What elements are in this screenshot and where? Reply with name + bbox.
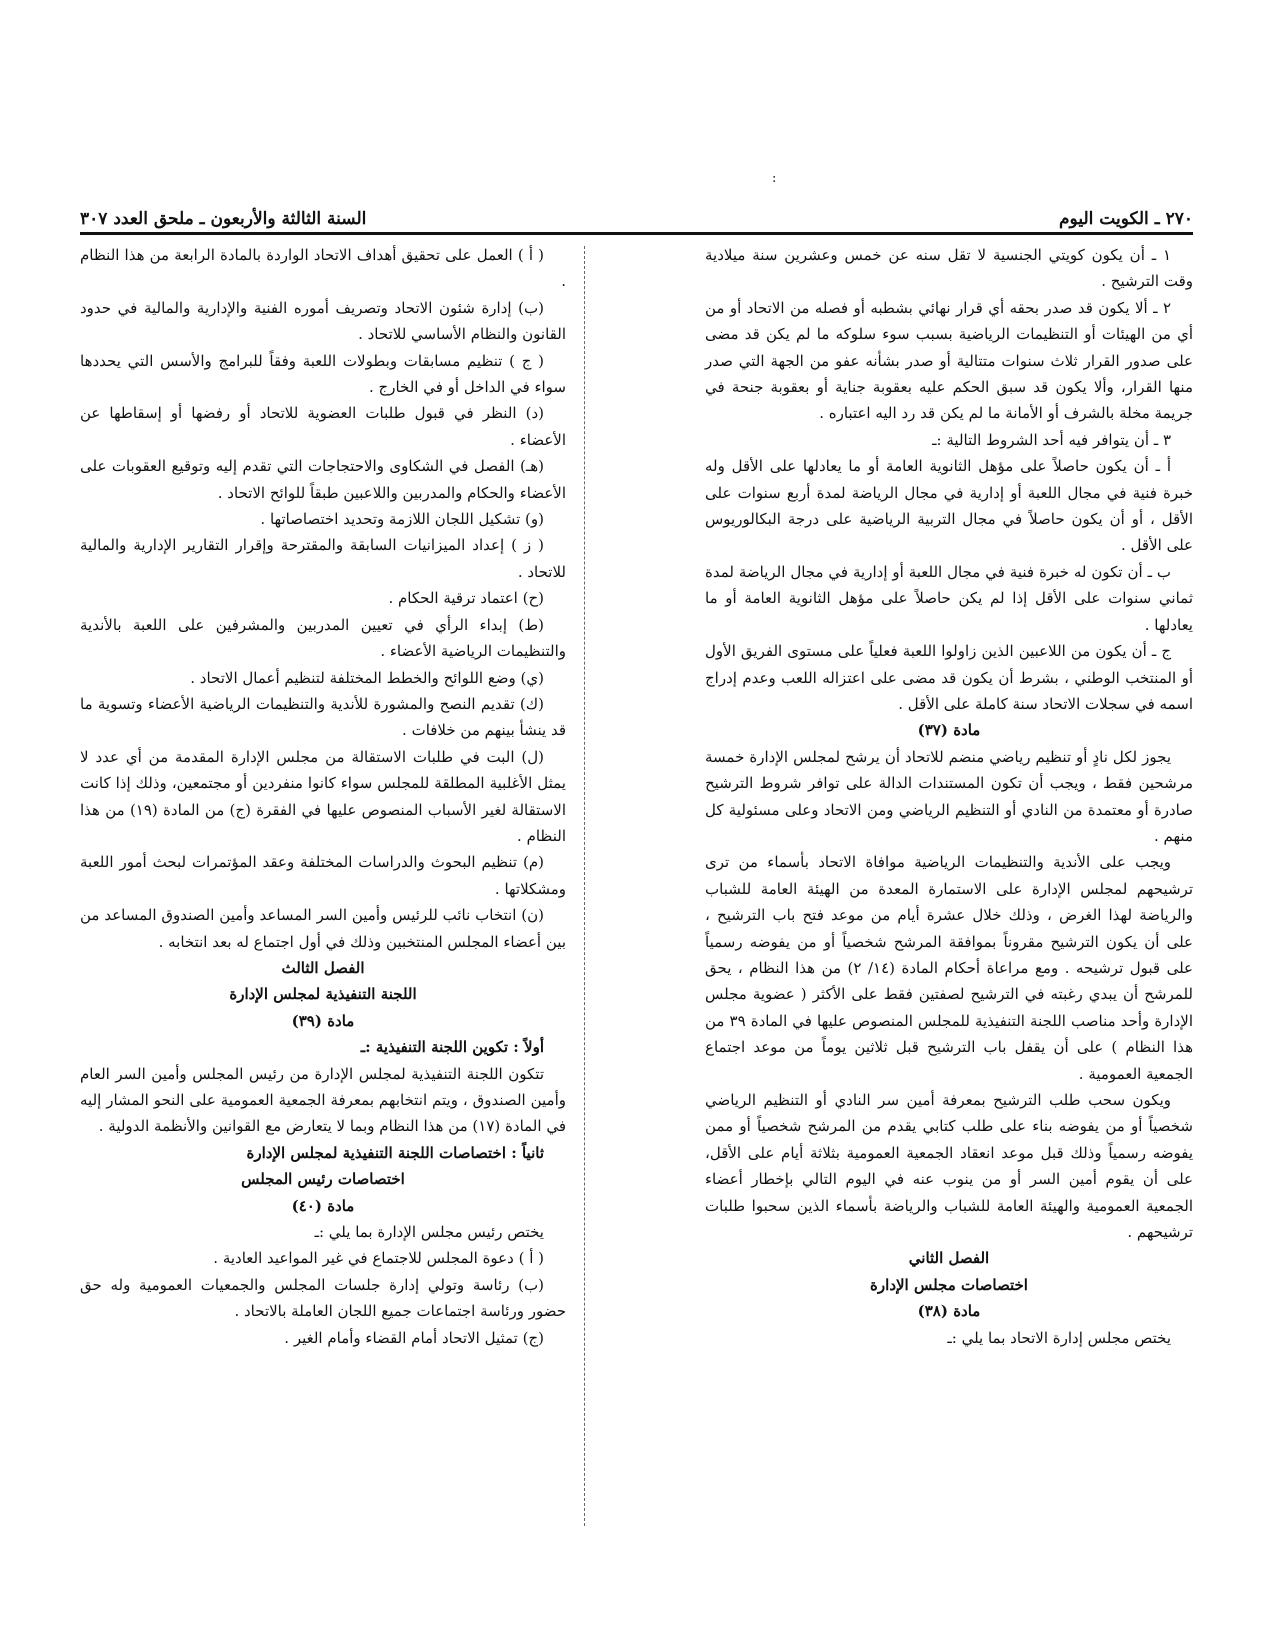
article-heading: مادة (٣٨) <box>917 1302 981 1321</box>
list-item: (ي) وضع اللوائح والخطط المختلفة لتنظيم أعمال الاتحاد . <box>190 668 544 687</box>
list-item: ( ز ) إعداد الميزانيات السابقة والمقترحة وإقرار التقارير الإدارية والمالية للاتحاد . <box>80 536 566 581</box>
paragraph: ٣ ـ أن يتوافر فيه أحد الشروط التالية :ـ <box>932 430 1171 449</box>
article-heading: مادة (٣٩) <box>291 1011 355 1030</box>
list-item: (ن) انتخاب نائب للرئيس وأمين السر المساعد وأمين الصندوق المساعد من بين أعضاء المجلس المنتخبين وذلك في أول اجتماع له بعد انتخابه . <box>80 906 566 951</box>
chapter-title: اللجنة التنفيذية لمجلس الإدارة <box>229 985 417 1004</box>
chapter-heading: الفصل الثالث <box>281 958 365 977</box>
paragraph: ويجب على الأندية والتنظيمات الرياضية موافاة الاتحاد بأسماء من ترى ترشيحهم لمجلس الإدارة على الاستمارة المعدة من الهيئة العامة للشباب والرياضة لهذا الغرض ، وذلك خلال عشرة أيام من موعد فتح باب الترشيح ، على أن يكون الترشيح مقروناً بموافقة المرشح شخصياً أو من يفوضه رسمياً على قبول ترشيحه . ومع مراعاة أحكام المادة (١٤/ ٢) من هذا النظام ، يحق للمرشح أن يبدي رغبته في الترشيح لصفتين فقط على الأكثر ( عضوية مجلس الإدارة وأحد مناصب اللجنة التنفيذية للمجلس المنصوص عليها في المادة ٣٩ من هذا النظام ) على أن يقفل باب الترشيح قبل ثلاثين يوماً من موعد اجتماع الجمعية العمومية . <box>705 853 1193 1083</box>
left-column <box>80 242 566 1351</box>
paragraph: يجوز لكل نادٍ أو تنظيم رياضي منضم للاتحاد أن يرشح لمجلس الإدارة خمسة مرشحين فقط ، ويجب أن تكون المستندات الدالة على توافر شروط الترشيح صادرة أو معتمدة من النادي أو التنظيم الرياضي ومن الاتحاد وعلى مسئولية كل منهم . <box>705 747 1193 845</box>
list-item: (ط) إبداء الرأي في تعيين المدربين والمشرفين على اللعبة بالأندية والتنظيمات الرياضية الأعضاء . <box>80 615 566 661</box>
paragraph: ١ ـ أن يكون كويتي الجنسية لا تقل سنه عن خمس وعشرين سنة ميلادية وقت الترشيح . <box>705 246 1193 291</box>
article-heading: مادة (٤٠) <box>291 1196 355 1215</box>
header-issue: السنة الثالثة والأربعون ـ ملحق العدد ٣٠٧ <box>80 209 367 229</box>
list-item: (د) النظر في قبول طلبات العضوية للاتحاد أو رفضها أو إسقاطها عن الأعضاء . <box>80 404 566 449</box>
section-heading: ثانياً : اختصاصات اللجنة التنفيذية لمجلس الإدارة <box>246 1143 544 1162</box>
page-mark: : <box>772 171 777 186</box>
list-item: (هـ) الفصل في الشكاوى والاحتجاجات التي تقدم إليه وتوقيع العقوبات على الأعضاء والحكام والمدربين واللاعبين طبقاً للوائح الاتحاد . <box>80 457 566 502</box>
paragraph: تتكون اللجنة التنفيذية لمجلس الإدارة من رئيس المجلس وأمين السر العام وأمين الصندوق ، ويتم انتخابهم بمعرفة الجمعية العمومية على النحو المشار إليه في المادة (١٧) من هذا النظام وبما لا يتعارض مع القوانين والأنظمة الدولية . <box>80 1064 566 1136</box>
paragraph: ج ـ أن يكون من اللاعبين الذين زاولوا اللعبة فعلياً على مستوى الفريق الأول أو المنتخب الوطني ، بشرط أن يكون قد مضى على اعتزاله اللعب وعدم إدراج اسمه في سجلات الاتحاد سنة كاملة على الأقل . <box>705 642 1193 713</box>
subsection-title: اختصاصات رئيس المجلس <box>241 1170 405 1189</box>
list-item: (م) تنظيم البحوث والدراسات المختلفة وعقد المؤتمرات لبحث أمور اللعبة ومشكلاتها . <box>80 853 566 898</box>
chapter-heading: الفصل الثاني <box>908 1249 990 1268</box>
list-item: ( أ ) دعوة المجلس للاجتماع في غير المواعيد العادية . <box>213 1249 544 1268</box>
list-item: (ك) تقديم النصح والمشورة للأندية والتنظيمات الرياضية الأعضاء وتسوية ما قد ينشأ بينهم من خلافات . <box>80 694 566 740</box>
header-publication: ٢٧٠ ـ الكويت اليوم <box>1059 209 1193 229</box>
list-item: (ل) البت في طلبات الاستقالة من مجلس الإدارة المقدمة من أي عدد لا يمثل الأغلبية المطلقة للمجلس سواء كانوا منفردين أو مجتمعين، وذلك إذا كانت الاستقالة لغير الأسباب المنصوص عليها في الفقرة (ج) من المادة (١٩) من هذا النظام . <box>80 747 566 845</box>
list-item: ( أ ) العمل على تحقيق أهداف الاتحاد الواردة بالمادة الرابعة من هذا النظام . <box>80 246 566 291</box>
list-item: (ح) اعتماد ترقية الحكام . <box>388 589 544 608</box>
list-item: (ب) إدارة شئون الاتحاد وتصريف أموره الفنية والإدارية والمالية في حدود القانون والنظام الأساسي للاتحاد . <box>80 298 566 344</box>
paragraph: ب ـ أن تكون له خبرة فنية في مجال اللعبة أو إدارية في مجال الرياضة لمدة ثماني سنوات على الأقل إذا لم يكن حاصلاً على مؤهل الثانوية العامة أو ما يعادلها . <box>705 562 1193 634</box>
list-item: (ب) رئاسة وتولي إدارة جلسات المجلس والجمعيات العمومية وله حق حضور ورئاسة اجتماعات جميع اللجان العاملة بالاتحاد . <box>80 1275 566 1321</box>
section-heading: أولاً : تكوين اللجنة التنفيذية :ـ <box>360 1038 544 1057</box>
header-rule <box>80 232 1193 235</box>
right-column <box>705 242 1193 1351</box>
paragraph: يختص مجلس إدارة الاتحاد بما يلي :ـ <box>947 1328 1171 1347</box>
paragraph: يختص رئيس مجلس الإدارة بما يلي :ـ <box>314 1223 544 1242</box>
chapter-title: اختصاصات مجلس الإدارة <box>870 1275 1028 1294</box>
paragraph: ٢ ـ ألا يكون قد صدر بحقه أي قرار نهائي بشطبه أو فصله من الاتحاد أو من أي من الهيئات أو التنظيمات الرياضية بسبب سوء سلوكه ما لم يكن قد مضى على صدور القرار ثلاث سنوات متتالية أو صدر بشأنه عفو من الجهة التي صدر منها القرار، وألا يكون قد سبق الحكم عليه بعقوبة جناية أو بعقوبة جنحة في جريمة مخلة بالشرف أو الأمانة ما لم يكن قد رد اليه اعتباره . <box>705 298 1193 423</box>
list-item: ( ج ) تنظيم مسابقات وبطولات اللعبة وفقاً للبرامج والأسس التي يحددها سواء في الداخل أو في الخارج . <box>80 351 566 397</box>
page-header <box>80 205 1193 229</box>
article-heading: مادة (٣٧) <box>917 721 981 740</box>
paragraph: ويكون سحب طلب الترشيح بمعرفة أمين سر النادي أو التنظيم الرياضي شخصياً أو من يفوضه بناء على طلب كتابي يقدم من المرشح شخصياً أو ممن يفوضه رسمياً وذلك قبل موعد انعقاد الجمعية العمومية بثلاثة أيام على الأقل، على أن يقوم أمين السر أو من ينوب عنه في اليوم التالي بإخطار أعضاء الجمعية العمومية والهيئة العامة للشباب والرياضة بأسماء الذين سحبوا طلبات ترشيحهم . <box>705 1091 1193 1242</box>
column-divider <box>584 246 585 1526</box>
paragraph: أ ـ أن يكون حاصلاً على مؤهل الثانوية العامة أو ما يعادلها على الأقل وله خبرة فنية في مجال اللعبة أو إدارية في مجال الرياضة لمدة أربع سنوات على الأقل ، أو أن يكون حاصلاً في مجال التربية الرياضية على درجة البكالوريوس على الأقل . <box>705 457 1193 555</box>
list-item: (ج) تمثيل الاتحاد أمام القضاء وأمام الغير . <box>284 1328 544 1347</box>
list-item: (و) تشكيل اللجان اللازمة وتحديد اختصاصاتها . <box>260 510 544 529</box>
